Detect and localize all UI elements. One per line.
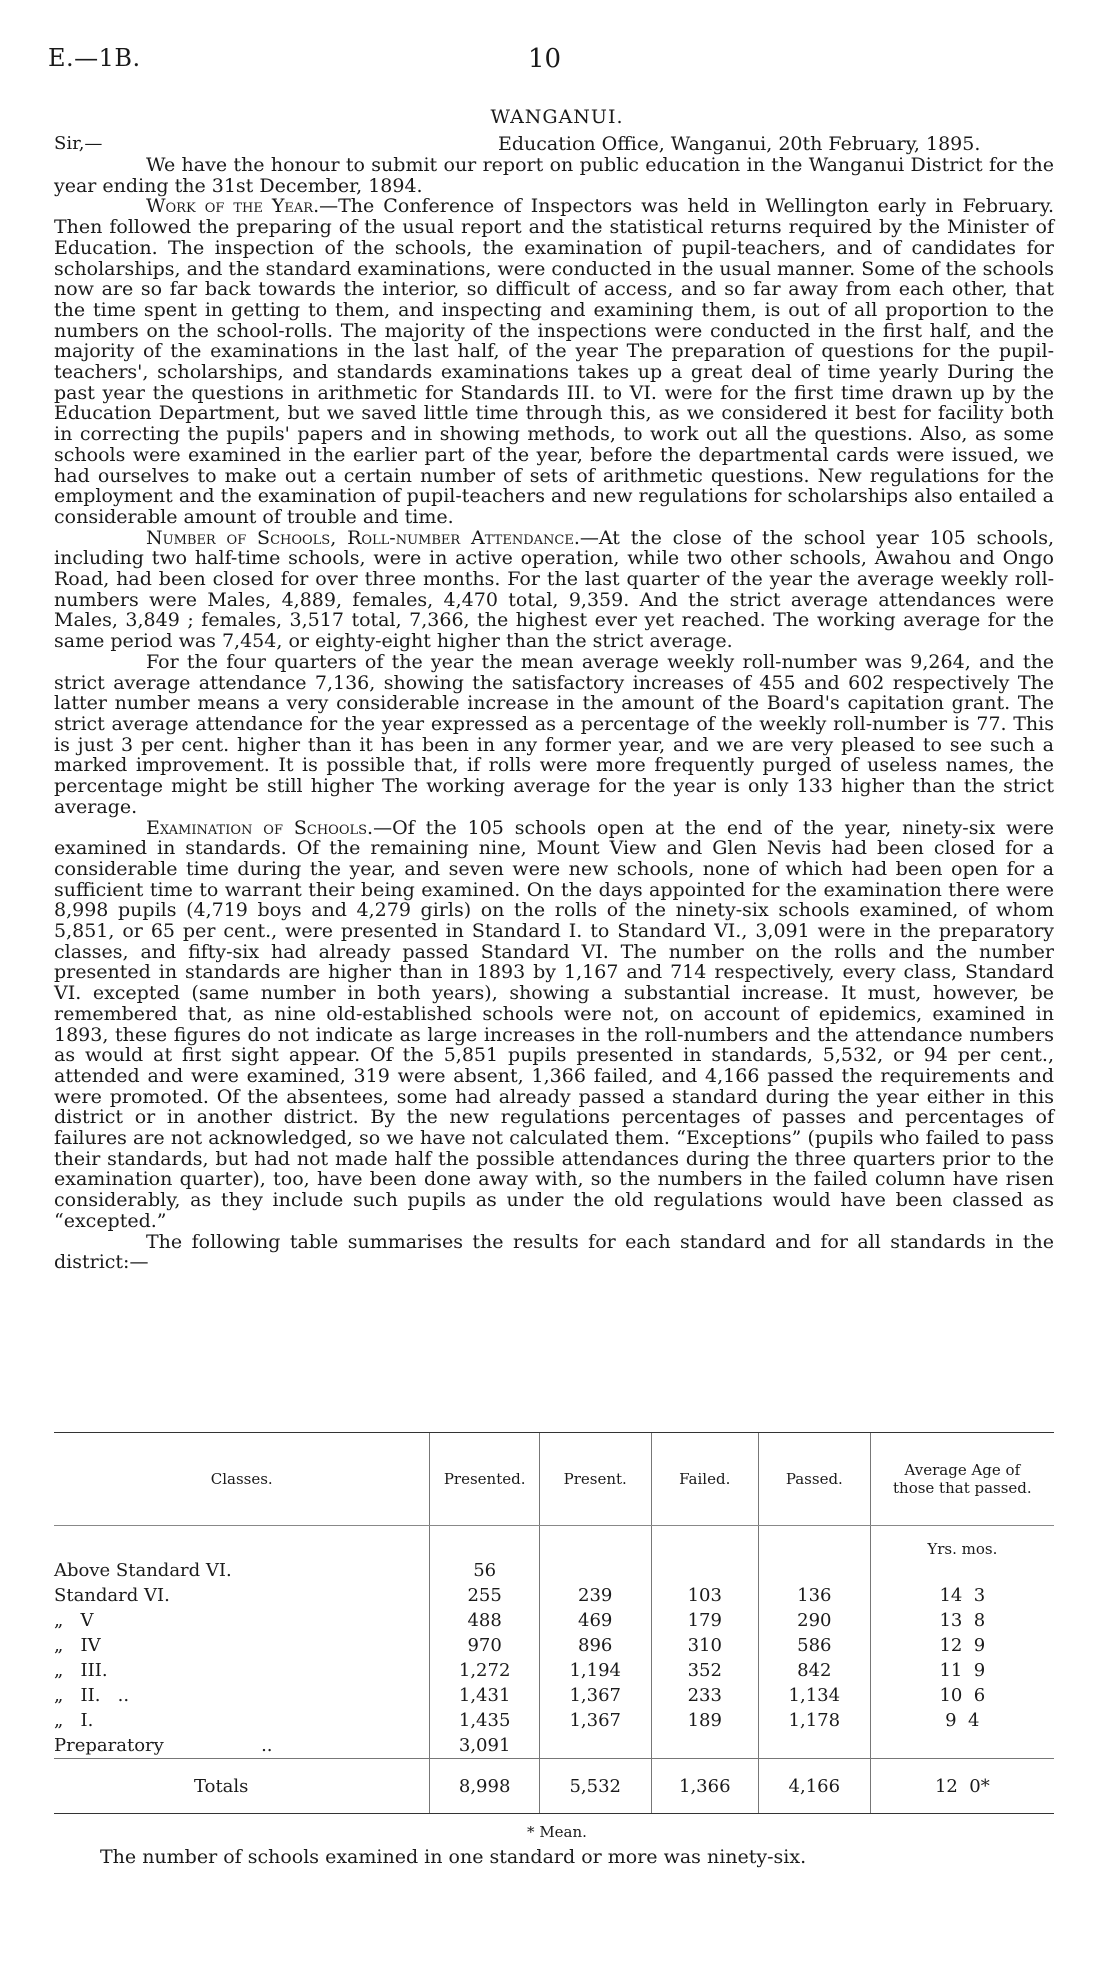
row-presented: 56: [430, 1558, 539, 1583]
report-reference: E.—1B.: [48, 44, 141, 72]
table-row: [54, 1633, 1054, 1658]
row-age: 12 9: [870, 1633, 1054, 1658]
row-age: [870, 1558, 1054, 1583]
totals-passed: 4,166: [758, 1759, 870, 1814]
row-present: 1,367: [539, 1708, 651, 1733]
row-present: 1,367: [539, 1683, 651, 1708]
row-failed: 352: [651, 1658, 758, 1683]
row-passed: 136: [758, 1583, 870, 1608]
results-table-wrapper: [54, 1432, 1054, 1814]
dateline: Education Office, Wanganui, 20th February, 1895.: [498, 133, 981, 155]
paragraph-heading: Examination of Schools.: [146, 816, 374, 839]
paragraph: The following table summarises the results for each standard and for all standards in the district:—: [54, 1230, 1054, 1274]
age-units: Yrs. mos.: [870, 1526, 1054, 1559]
closing-sentence: The number of schools examined in one standard or more was ninety-six.: [100, 1846, 807, 1868]
row-failed: [651, 1733, 758, 1759]
row-present: 239: [539, 1583, 651, 1608]
row-age: 11 9: [870, 1658, 1054, 1683]
row-class: „ III.: [54, 1660, 108, 1681]
table-row: [54, 1733, 1054, 1759]
table-row: [54, 1683, 1054, 1708]
row-age: 13 8: [870, 1608, 1054, 1633]
row-class: „ II. ..: [54, 1685, 130, 1706]
col-header-classes: Classes.: [54, 1433, 430, 1526]
report-body: [54, 155, 1054, 1273]
row-presented: 255: [430, 1583, 539, 1608]
row-present: 896: [539, 1633, 651, 1658]
table-body: [54, 1526, 1054, 1759]
row-present: 469: [539, 1608, 651, 1633]
row-class: Standard VI.: [54, 1585, 170, 1606]
row-present: 1,194: [539, 1658, 651, 1683]
row-presented: 1,431: [430, 1683, 539, 1708]
results-table: [54, 1432, 1054, 1814]
paragraph: Examination of Schools.—Of the 105 schools open at the end of the year, ninety-six were examined in standards. Of the remaining nine, Mount View and Glen Nevis had been closed for a considerable time during the year, and seven were new schools, none of which had been open for a sufficient time to warrant their being examined. On the days appointed for the examination there were 8,998 pupils (4,719 boys and 4,279 girls) on the rolls of the ninety-six schools examined, of whom 5,851, or 65 per cent., were presented in Standard I. to Standard VI., 3,091 were in the preparatory classes, and fifty-six had already passed Standard VI. The number on the rolls and the number presented in standards are higher than in 1893 by 1,167 and 714 respectively, every class, Standard VI. excepted (same number in both years), showing a substantial increase. It must, however, be remembered that, as nine old-established schools were not, on account of epidemics, examined in 1893, these figures do not indicate as large increases in the roll-numbers and the attendance numbers as would at first sight appear. Of the 5,851 pupils presented in standards, 5,532, or 94 per cent., attended and were examined, 319 were absent, 1,366 failed, and 4,166 passed the requirements and were promoted. Of the absentees, some had already passed a standard during the year either in this district or in another district. By the new regulations percentages of passes and percentages of failures are not acknowledged, so we have not calculated them. “Exceptions” (pupils who failed to pass their standards, but had not made half the possible attendances during the three quarters prior to the examination quarter), too, have been done away with, so the numbers in the failed column have risen considerably, as they include such pupils as under the old regulations would have been classed as “excepted.”: [54, 816, 1054, 1232]
row-passed: 586: [758, 1633, 870, 1658]
col-header-average-age: Average Age of those that passed.: [870, 1433, 1054, 1526]
row-passed: 290: [758, 1608, 870, 1633]
row-presented: 970: [430, 1633, 539, 1658]
row-failed: 233: [651, 1683, 758, 1708]
salutation: Sir,—: [54, 133, 103, 154]
row-failed: 310: [651, 1633, 758, 1658]
totals-presented: 8,998: [430, 1759, 539, 1814]
row-passed: 1,178: [758, 1708, 870, 1733]
totals-age: 12 0*: [870, 1759, 1054, 1814]
row-passed: [758, 1733, 870, 1759]
row-passed: [758, 1558, 870, 1583]
row-failed: 179: [651, 1608, 758, 1633]
paragraph: Number of Schools, Roll-number Attendance.—At the close of the school year 105 schools, including two half-time schools, were in active operation, while two other schools, Awahou and Ongo Road, had been closed for over three months. For the last quarter of the year the average weekly roll-numbers were Males, 4,889, females, 4,470 total, 9,359. And the strict average attendances were Males, 3,849 ; females, 3,517 total, 7,366, the highest ever yet reached. The working average for the same period was 7,454, or eighty-eight higher than the strict average.: [54, 526, 1054, 653]
row-passed: 842: [758, 1658, 870, 1683]
table-row: [54, 1558, 1054, 1583]
col-header-present: Present.: [539, 1433, 651, 1526]
row-class: „ V: [54, 1610, 94, 1631]
row-class: Preparatory ..: [54, 1735, 273, 1756]
table-row: [54, 1658, 1054, 1683]
paragraph: For the four quarters of the year the mean average weekly roll-number was 9,264, and the strict average attendance 7,136, showing the satisfactory increases of 455 and 602 respectively The latter number means a very considerable increase in the amount of the Board's capitation grant. The strict average attendance for the year expressed as a percentage of the weekly roll-number is 77. This is just 3 per cent. higher than it has been in any former year, and we are very pleased to see such a marked improvement. It is possible that, if rolls were more frequently purged of useless names, the percentage might be still higher The working average for the year is only 133 higher than the strict average.: [54, 650, 1054, 818]
row-age: 10 6: [870, 1683, 1054, 1708]
paragraph-heading: Work of the Year.: [146, 195, 320, 218]
table-row: [54, 1608, 1054, 1633]
row-presented: 1,272: [430, 1658, 539, 1683]
table-row: [54, 1583, 1054, 1608]
row-age: [870, 1733, 1054, 1759]
paragraph-heading: Number of Schools, Roll-number Attendance.: [146, 526, 580, 549]
region-title: WANGANUI.: [490, 106, 624, 128]
totals-row: [54, 1759, 1054, 1814]
table-row: [54, 1708, 1054, 1733]
row-present: [539, 1733, 651, 1759]
col-header-failed: Failed.: [651, 1433, 758, 1526]
row-class: Above Standard VI.: [54, 1560, 232, 1581]
row-age: 9 4: [870, 1708, 1054, 1733]
paragraph: Work of the Year.—The Conference of Inspectors was held in Wellington early in February. Then followed the preparing of the usual report and the statistical returns required by the Minister of Education. The inspection of the schools, the examination of pupil-teachers, and of candidates for scholarships, and the standard examinations, were conducted in the usual manner. Some of the schools now are so far back towards the interior, so difficult of access, and so far away from each other, that the time spent in getting to them, and inspecting and examining them, is out of all proportion to the numbers on the school-rolls. The majority of the inspections were conducted in the first half, and the majority of the examinations in the last half, of the year The preparation of questions for the pupil-teachers', scholarships, and standards examinations takes up a great deal of time yearly During the past year the questions in arithmetic for Standards III. to VI. were for the first time drawn up by the Education Department, but we saved little time through this, as we considered it best for facility both in correcting the pupils' papers and in showing methods, to work out all the questions. Also, as some schools were examined in the earlier part of the year, before the departmental cards were issued, we had ourselves to make out a certain number of sets of arithmetic questions. New regulations for the employment and the examination of pupil-teachers and new regulations for scholarships also entailed a considerable amount of trouble and time.: [54, 195, 1055, 528]
row-present: [539, 1558, 651, 1583]
row-class: „ IV: [54, 1635, 101, 1656]
table-header-row: [54, 1433, 1054, 1526]
totals-label: Totals: [54, 1759, 430, 1814]
row-age: 14 3: [870, 1583, 1054, 1608]
paragraph: We have the honour to submit our report on public education in the Wanganui District for the year ending the 31st December, 1894.: [54, 154, 1054, 197]
col-header-presented: Presented.: [430, 1433, 539, 1526]
footnote: * Mean.: [527, 1823, 587, 1841]
row-failed: 103: [651, 1583, 758, 1608]
row-presented: 3,091: [430, 1733, 539, 1759]
units-row: [54, 1526, 1054, 1559]
row-presented: 1,435: [430, 1708, 539, 1733]
totals-failed: 1,366: [651, 1759, 758, 1814]
row-failed: [651, 1558, 758, 1583]
totals-present: 5,532: [539, 1759, 651, 1814]
page-number: 10: [528, 44, 562, 74]
row-presented: 488: [430, 1608, 539, 1633]
row-failed: 189: [651, 1708, 758, 1733]
col-header-passed: Passed.: [758, 1433, 870, 1526]
row-passed: 1,134: [758, 1683, 870, 1708]
row-class: „ I.: [54, 1710, 94, 1731]
